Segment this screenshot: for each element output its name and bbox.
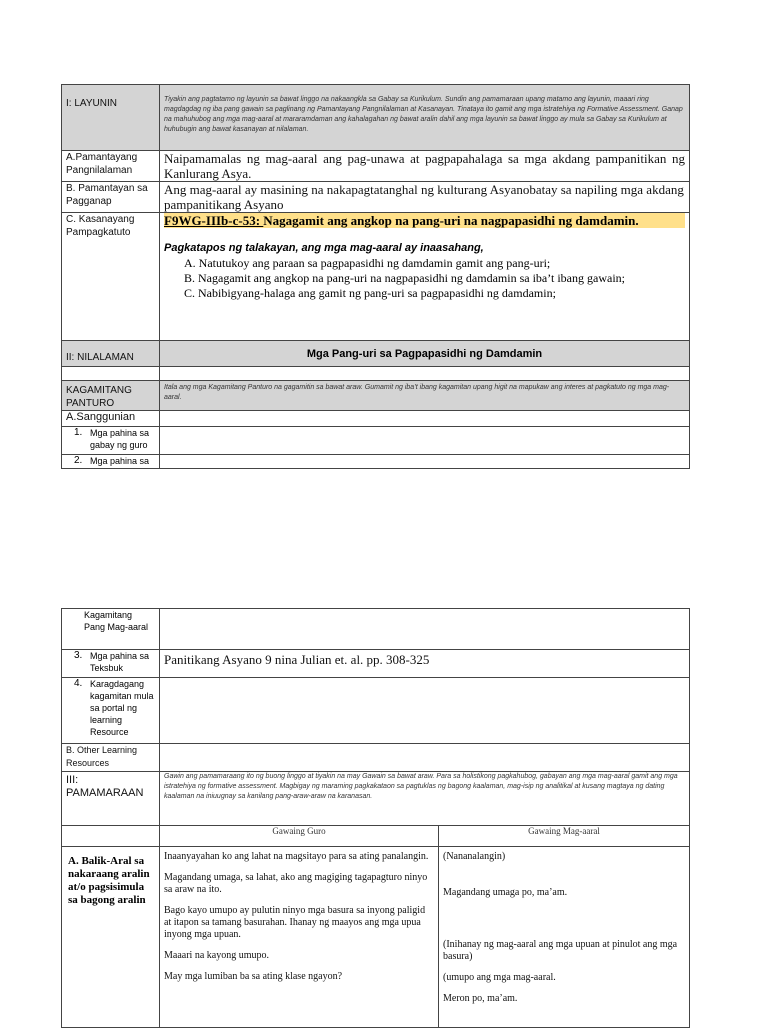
magaaral-line: (umupo ang mga mag-aaral. <box>443 972 556 983</box>
column-headers <box>160 826 690 847</box>
nilalaman-text: Mga Pang-uri sa Pagpapasidhi ng Damdamin <box>160 341 690 367</box>
empty-cell <box>160 678 690 744</box>
layunin-label: I: LAYUNIN <box>62 85 160 151</box>
pagganap-label: B. Pamantayan sa Pagganap <box>62 182 160 213</box>
magaaral-column <box>439 847 689 1027</box>
kasanayan-cell <box>160 213 690 341</box>
pangnilalaman-label: A.Pamantayang Pangnilalaman <box>62 151 160 182</box>
item2-num: 2. <box>74 455 83 466</box>
empty-cell <box>160 744 690 772</box>
kasanayan-label: C. Kasanayang Pampagkatuto <box>62 213 160 341</box>
empty-cell <box>160 367 690 381</box>
item1-cell <box>62 427 160 455</box>
lesson-plan-table-page2 <box>61 608 690 1028</box>
layunin-note: Tiyakin ang pagtatamo ng layunin sa bawat linggo na nakaangkla sa Gabay sa Kurikulum. Sundin ang pamamaraan upang matamo ang layunin, maaari ring magdagdag ng iba pang gawain sa paglinang ng Pamantayang Pangnilalaman at Kasanayan. Tinataya ito gamit ang mga istratehiya ng Formative Assessment. Ganap na mahuhubog ang mga mag-aaral at mararamdaman ang kahalagahan ng bawat aralin dahil ang mga layunin sa bawat linggo ay mula sa Gabay sa Kurikulum at huhubugin ang bawat kasanayan at nilalaman. <box>160 85 690 151</box>
kagamitan-label: KAGAMITANG PANTURO <box>62 381 160 411</box>
nilalaman-label: II: NILALAMAN <box>62 341 160 367</box>
kasanayan-code: F9WG-IIIb-c-53: <box>164 213 264 228</box>
guro-column <box>160 847 439 1027</box>
empty-cell <box>160 411 690 427</box>
magaaral-line: (Nananalangin) <box>443 851 506 862</box>
pagganap-text: Ang mag-aaral ay masining na nakapagtatanghal ng kulturang Asyanobatay sa napiling mga akdang pampanitikang Asyano <box>160 182 690 213</box>
item3-text: Panitikang Asyano 9 nina Julian et. al. pp. 308-325 <box>160 650 690 678</box>
col-magaaral: Gawaing Mag-aaral <box>528 826 600 836</box>
item1-label: Mga pahina sa gabay ng guro <box>90 428 150 450</box>
empty-cell <box>160 427 690 455</box>
empty-cell <box>62 826 160 847</box>
empty-cell <box>62 367 160 381</box>
item2-cell <box>62 455 160 469</box>
magaaral-line: (Inihanay ng mag-aaral ang mga upuan at pinulot ang mga basura) <box>443 939 678 962</box>
lesson-plan-table-page1 <box>61 84 690 469</box>
step-a-label: A. Balik-Aral sa nakaraang aralin at/o pagsisimula sa bagong aralin <box>62 847 160 1028</box>
item1-num: 1. <box>74 427 83 438</box>
kagamitan-cont-cell <box>62 609 160 650</box>
item2-label: Mga pahina sa <box>90 456 150 466</box>
guro-line: Bago kayo umupo ay pulutin ninyo mga basura sa inyong paligid at itapon sa tamang basurahan. Ihanay ng maayos ang mga upua inyong mga upuan. <box>164 905 426 940</box>
guro-line: Inaanyayahan ko ang lahat na magsitayo para sa ating panalangin. <box>164 851 429 862</box>
guro-line: Maaari na kayong umupo. <box>164 950 269 961</box>
dialogue-cell <box>160 847 690 1028</box>
kagamitan-note: Itala ang mga Kagamitang Panturo na gagamitin sa bawat araw. Gumamit ng iba’t ibang kagamitan upang higit na mapukaw ang interes at pagkatuto ng mga mag-aaral. <box>160 381 690 411</box>
item3-label: Mga pahina sa Teksbuk <box>90 651 150 673</box>
objective-item: B. Nagagamit ang angkop na pang-uri na nagpapasidhi ng damdamin sa iba’t ibang gawain; <box>184 271 625 285</box>
pagkatapos-heading: Pagkatapos ng talakayan, ang mga mag-aaral ay inaasahang, <box>164 242 484 254</box>
item4-num: 4. <box>74 678 83 689</box>
kasanayan-title: Nagagamit ang angkop na pang-uri na nagpapasidhi ng damdamin. <box>263 213 639 228</box>
pangnilalaman-text: Naipamamalas ng mag-aaral ang pag-unawa at pagpapahalaga sa mga akdang pampanitikan ng Kanlurang Asya. <box>160 151 690 182</box>
magaaral-line: Meron po, ma’am. <box>443 993 518 1004</box>
item3-cell <box>62 650 160 678</box>
other-resources-label: B. Other Learning Resources <box>62 744 160 772</box>
guro-line: May mga lumiban ba sa ating klase ngayon? <box>164 971 343 982</box>
pamamaraan-note: Gawin ang pamamaraang ito ng buong linggo at tiyakin na may Gawain sa bawat araw. Para sa holistikong pagkahubog, gabayan ang mga mag-aaral gamit ang mga istratehiya ng formative assessment. Magbigay ng maraming pagkakataon sa pagtuklas ng bagong kaalaman, mag-isip ng analitikal at kusang magtaya ng dating kaalaman na iniuugnay sa kanilang pang-araw-araw na karanasan. <box>160 772 690 826</box>
magaaral-line: Magandang umaga po, ma’am. <box>443 887 568 898</box>
item4-label: Karagdagang kagamitan mula sa portal ng learning Resource <box>90 679 154 737</box>
col-guro: Gawaing Guro <box>160 826 439 846</box>
kagamitan-cont-label: Kagamitang Pang Mag-aaral <box>84 610 149 632</box>
objectives-list <box>184 256 685 301</box>
pamamaraan-label: III: PAMAMARAAN <box>62 772 160 826</box>
empty-cell <box>160 609 690 650</box>
guro-line: Magandang umaga, sa lahat, ako ang magiging tagapagturo ninyo sa araw na ito. <box>164 872 428 895</box>
sanggunian-label: A.Sanggunian <box>62 411 160 427</box>
empty-cell <box>160 455 690 469</box>
item4-cell <box>62 678 160 744</box>
objective-item: A. Natutukoy ang paraan sa pagpapasidhi ng damdamin gamit ang pang-uri; <box>184 256 551 270</box>
item3-num: 3. <box>74 650 83 661</box>
kasanayan-highlight <box>164 213 685 228</box>
objective-item: C. Nabibigyang-halaga ang gamit ng pang-uri sa pagpapasidhi ng damdamin; <box>184 286 556 300</box>
